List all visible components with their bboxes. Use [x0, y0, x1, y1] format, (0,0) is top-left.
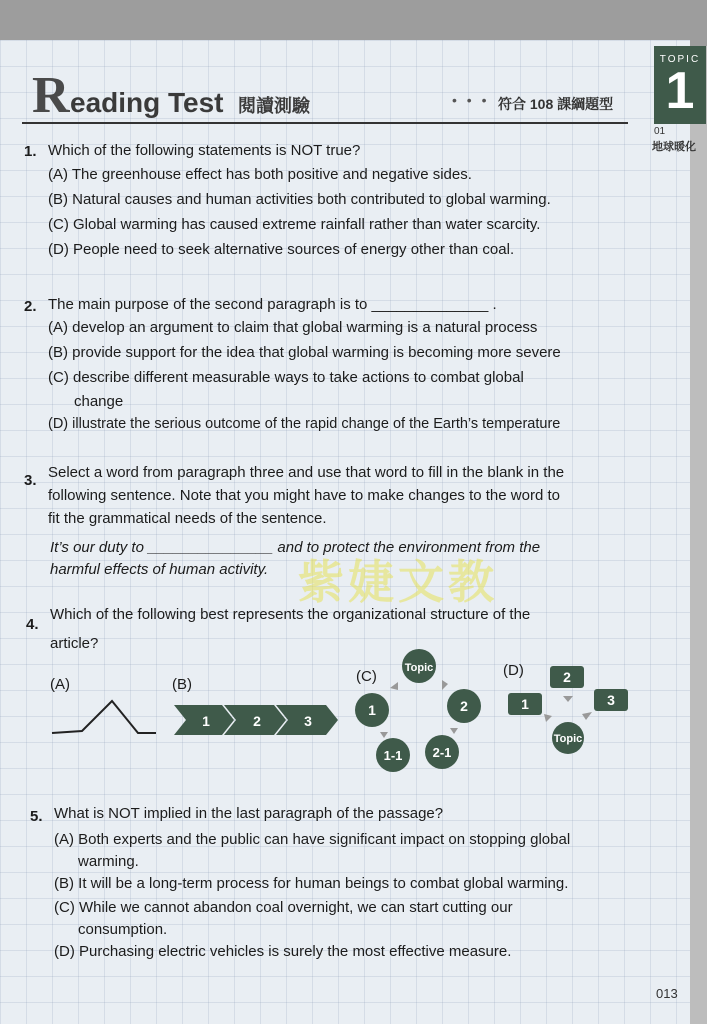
page-title-zh: 閱讀測驗: [238, 96, 310, 116]
topic-label: TOPIC: [659, 54, 701, 65]
question-2-option-c-cont: change: [74, 393, 124, 410]
question-2-option-b: (B) provide support for the idea that global warming is becoming more severe: [48, 344, 561, 361]
topic-sub-title: 地球暖化: [652, 141, 696, 153]
question-4-choice-c: (C): [356, 668, 377, 685]
question-5-option-c: (C) While we cannot abandon coal overnight, we can start cutting our: [54, 899, 513, 916]
diagram-b-label-1: 1: [202, 713, 210, 729]
question-4-line-1: Which of the following best represents the organizational structure of the: [50, 606, 531, 623]
question-1-option-d: (D) People need to seek alternative sources of energy other than coal.: [48, 241, 515, 258]
question-5-option-a: (A) Both experts and the public can have significant impact on stopping global: [54, 831, 571, 848]
question-2-option-c: (C) describe different measurable ways to take actions to combat global: [48, 369, 524, 386]
question-5-option-a-cont: warming.: [78, 853, 139, 870]
title-initial: R: [32, 67, 70, 124]
question-4-choice-b: (B): [172, 676, 192, 693]
diagram-c-circles: [352, 648, 482, 774]
question-5-option-c-cont: consumption.: [78, 921, 168, 938]
page-header: [22, 67, 628, 124]
decorative-dots: • • •: [452, 92, 490, 108]
diagram-c-arrow-3: [380, 732, 388, 738]
question-5-text: What is NOT implied in the last paragraph of the passage?: [54, 805, 444, 822]
question-1-option-b: (B) Natural causes and human activities both contributed to global warming.: [48, 191, 551, 208]
page-number: 013: [656, 986, 678, 1001]
topic-number: 1: [665, 62, 695, 120]
question-4-number: 4.: [26, 616, 39, 633]
question-1-option-a: (A) The greenhouse effect has both positive and negative sides.: [48, 166, 472, 183]
diagram-c-label-2: 2: [460, 698, 468, 714]
diagram-c-arrow-1: [390, 682, 398, 690]
diagram-c-label-1-1: 1-1: [383, 748, 403, 763]
diagram-a-peak: [50, 695, 160, 740]
diagram-d-label-topic: Topic: [553, 733, 583, 745]
question-1-text: Which of the following statements is NOT true?: [48, 142, 361, 159]
diagram-c-label-1: 1: [368, 702, 376, 718]
diagram-d-boxes: [506, 664, 632, 756]
question-4-line-2: article?: [50, 635, 99, 652]
question-2-text: The main purpose of the second paragraph is to ______________ .: [48, 296, 497, 313]
diagram-c-arrow-4: [450, 728, 458, 734]
question-5-option-b: (B) It will be a long-term process for human beings to combat global warming.: [54, 875, 569, 892]
diagram-d-label-3: 3: [607, 692, 615, 708]
question-3-line-2: following sentence. Note that you might have to make changes to the word to: [48, 487, 560, 504]
topic-tab: [654, 46, 706, 124]
question-3-line-3: fit the grammatical needs of the sentence.: [48, 510, 327, 527]
question-4-choice-a: (A): [50, 676, 70, 693]
page-title: eading Test: [70, 87, 224, 118]
question-3-line-1: Select a word from paragraph three and use that word to fill in the blank in the: [48, 464, 565, 481]
question-1-number: 1.: [24, 143, 37, 160]
diagram-d-label-2: 2: [563, 669, 571, 685]
question-2-option-d: (D) illustrate the serious outcome of the rapid change of the Earth’s temperature: [48, 416, 561, 432]
question-3-sentence-2: harmful effects of human activity.: [50, 561, 269, 578]
question-2-number: 2.: [24, 298, 37, 315]
diagram-d-label-1: 1: [521, 696, 529, 712]
question-3-number: 3.: [24, 472, 37, 489]
diagram-c-label-topic: Topic: [404, 662, 434, 674]
topic-sub-number: 01: [654, 126, 666, 137]
curriculum-tag: 符合 108 課綱題型: [498, 96, 614, 112]
diagram-b-label-3: 3: [304, 713, 312, 729]
question-5-option-d: (D) Purchasing electric vehicles is surely the most effective measure.: [54, 943, 512, 960]
question-5-number: 5.: [30, 808, 43, 825]
question-3-sentence-1: It’s our duty to _______________ and to protect the environment from the: [50, 539, 541, 556]
question-2-option-a: (A) develop an argument to claim that global warming is a natural process: [48, 319, 538, 336]
diagram-c-arrow-2: [442, 680, 448, 690]
diagram-d-arrow-2: [544, 714, 552, 722]
diagram-b-label-2: 2: [253, 713, 261, 729]
diagram-c-label-2-1: 2-1: [432, 745, 452, 760]
diagram-d-arrow-1: [563, 696, 573, 702]
question-4-choice-d: (D): [503, 662, 524, 679]
question-1-option-c: (C) Global warming has caused extreme rainfall rather than water scarcity.: [48, 216, 541, 233]
watermark: 紫婕文教: [298, 556, 498, 608]
diagram-d-arrow-3: [582, 712, 592, 720]
diagram-b-chevrons: [174, 703, 340, 737]
